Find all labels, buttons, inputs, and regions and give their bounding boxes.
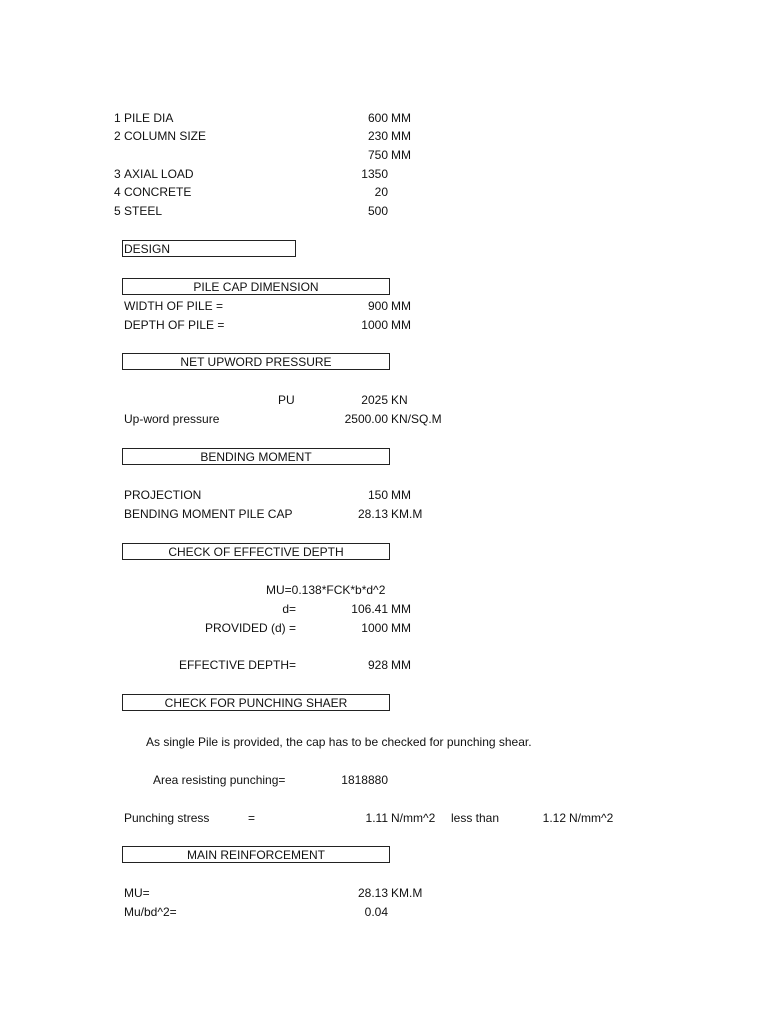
width-of-pile-unit: MM	[391, 299, 411, 313]
input-label: STEEL	[124, 204, 163, 218]
mu-bd2-label: Mu/bd^2=	[124, 905, 177, 919]
punching-stress-label: Punching stress	[124, 811, 210, 825]
input-value: 600	[367, 111, 388, 125]
depth-of-pile-unit: MM	[391, 318, 411, 332]
width-of-pile-label: WIDTH OF PILE =	[124, 299, 224, 313]
punching-stress-equals: =	[248, 811, 256, 825]
pu-unit: KN	[391, 393, 408, 407]
input-label: CONCRETE	[124, 185, 192, 199]
effective-depth-value: 928	[367, 658, 388, 672]
input-value: 500	[367, 204, 388, 218]
pu-value: 2025	[361, 393, 388, 407]
d-value: 106.41	[351, 602, 388, 616]
area-resisting-punching-label: Area resisting punching=	[153, 773, 286, 787]
input-unit: MM	[391, 111, 411, 125]
d-label: d=	[282, 602, 296, 616]
mu-bd2-value: 0.04	[364, 905, 388, 919]
effective-depth-unit: MM	[391, 658, 411, 672]
upward-pressure-label: Up-word pressure	[124, 412, 220, 426]
mu-label: MU=	[124, 886, 150, 900]
punching-stress-unit: N/mm^2	[391, 811, 436, 825]
input-value: 230	[367, 129, 388, 143]
provided-d-value: 1000	[361, 621, 388, 635]
design-header: DESIGN	[122, 240, 296, 257]
bending-moment-label: BENDING MOMENT PILE CAP	[124, 507, 293, 521]
input-number: 4	[114, 185, 121, 199]
pile-cap-dimension-header: PILE CAP DIMENSION	[122, 278, 390, 295]
effective-depth-header: CHECK OF EFFECTIVE DEPTH	[122, 543, 390, 560]
bending-moment-header: BENDING MOMENT	[122, 448, 390, 465]
input-number: 2	[114, 129, 121, 143]
comparison-text: less than	[451, 811, 500, 825]
provided-d-unit: MM	[391, 621, 411, 635]
provided-d-label: PROVIDED (d) =	[204, 621, 296, 635]
punching-stress-value: 1.11	[365, 811, 388, 825]
input-unit: MM	[391, 129, 411, 143]
mu-formula: MU=0.138*FCK*b*d^2	[266, 583, 386, 597]
input-number: 5	[114, 204, 121, 218]
width-of-pile-value: 900	[367, 299, 388, 313]
pu-label: PU	[278, 393, 295, 407]
input-label: AXIAL LOAD	[124, 167, 194, 181]
permissible-stress-unit: N/mm^2	[569, 811, 614, 825]
mu-value: 28.13	[357, 886, 388, 900]
depth-of-pile-label: DEPTH OF PILE =	[124, 318, 225, 332]
input-unit: MM	[391, 148, 411, 162]
input-label: COLUMN SIZE	[124, 129, 207, 143]
mu-unit: KM.M	[391, 886, 423, 900]
input-value: 20	[374, 185, 388, 199]
depth-of-pile-value: 1000	[361, 318, 388, 332]
projection-unit: MM	[391, 488, 411, 502]
projection-value: 150	[367, 488, 388, 502]
input-label: PILE DIA	[124, 111, 174, 125]
main-reinforcement-header: MAIN REINFORCEMENT	[122, 846, 390, 863]
projection-label: PROJECTION	[124, 488, 202, 502]
permissible-stress-value: 1.12	[542, 811, 566, 825]
d-unit: MM	[391, 602, 411, 616]
input-value: 1350	[361, 167, 388, 181]
input-number: 1	[114, 111, 121, 125]
punching-shear-header: CHECK FOR PUNCHING SHAER	[122, 694, 390, 711]
bending-moment-unit: KM.M	[391, 507, 423, 521]
bending-moment-value: 28.13	[357, 507, 388, 521]
input-number: 3	[114, 167, 121, 181]
input-value: 750	[367, 148, 388, 162]
net-upward-pressure-header: NET UPWORD PRESSURE	[122, 353, 390, 370]
area-resisting-punching-value: 1818880	[341, 773, 388, 787]
upward-pressure-value: 2500.00	[344, 412, 388, 426]
effective-depth-label: EFFECTIVE DEPTH=	[178, 658, 296, 672]
upward-pressure-unit: KN/SQ.M	[391, 412, 442, 426]
punching-note: As single Pile is provided, the cap has to be checked for punching shear.	[146, 735, 532, 749]
